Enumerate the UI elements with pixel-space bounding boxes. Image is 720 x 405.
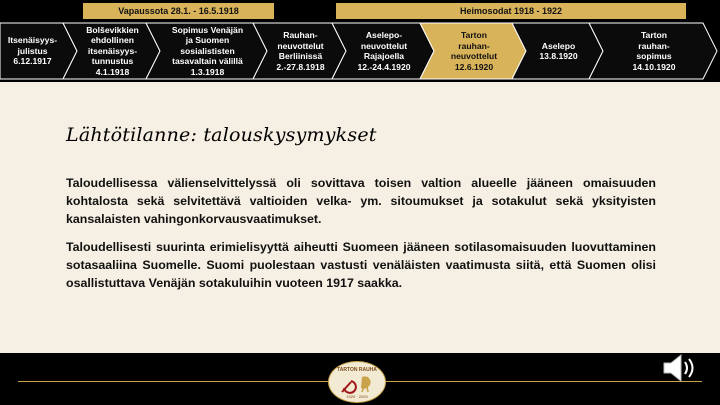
timeline-step-line: Rajajoella bbox=[363, 51, 405, 61]
paragraph-1: Taloudellisessa välienselvittelyssä oli sovittava toisen valtion alueelle jääneen omaisuuden kohtalosta sekä selvitettävä valtioiden velka- ym. sitoumukset ja sotakulut sekä yksityisten kansalaisten vahingonkorvausvaatimukset. bbox=[66, 176, 656, 226]
timeline-step-line: neuvottelut bbox=[450, 51, 498, 61]
timeline-step-3 bbox=[162, 22, 253, 80]
timeline-step-line: neuvottelut bbox=[360, 40, 408, 51]
timeline-step-line: Itsenäisyys- bbox=[7, 35, 58, 46]
kinship-wars-band: Heimosodat 1918 - 1922 bbox=[336, 3, 686, 19]
timeline-step-line: 4.1.1918 bbox=[95, 66, 130, 77]
timeline-step-line: neuvottelut bbox=[277, 40, 324, 51]
timeline-step-8 bbox=[605, 22, 703, 80]
timeline-step-line: 12.6.1920 bbox=[454, 61, 494, 72]
timeline-step-line: Tarton bbox=[460, 30, 488, 40]
timeline-step-line: itsenäisyys- bbox=[87, 45, 138, 56]
timeline-step-line: rauhan- bbox=[638, 40, 670, 51]
timeline-step-7 bbox=[528, 22, 589, 80]
timeline-step-line: sosialististen bbox=[180, 45, 235, 56]
timeline-step-line: Bolševikkien bbox=[86, 24, 139, 35]
timeline bbox=[0, 22, 720, 80]
war-of-independence-band: Vapaussota 28.1. - 16.5.1918 bbox=[83, 3, 274, 19]
timeline-step-line: julistus bbox=[17, 45, 48, 56]
timeline-step-4 bbox=[269, 22, 332, 80]
audio-speaker-button[interactable] bbox=[660, 352, 700, 384]
paragraph-2: Taloudellisesti suurinta erimielisyyttä aiheutti Suomeen jääneen sotilasomaisuuden luovuttaminen sotasaaliina Suomelle. Suomi puolestaan vastusti venäläisten vaatimusta siitä, että Suomen olisi osallistuttava Venäjän sotakuluihin vuoteen 1917 saakka. bbox=[66, 240, 656, 290]
timeline-step-line: ehdollinen bbox=[91, 35, 134, 46]
logo-title: TARTON RAUHA bbox=[337, 367, 377, 373]
timeline-step-line: Aselepo- bbox=[365, 30, 403, 40]
timeline-step-line: 12.-24.4.1920 bbox=[357, 61, 411, 72]
timeline-step-line: 1.3.1918 bbox=[190, 66, 225, 77]
timeline-step-line: 14.10.1920 bbox=[632, 61, 676, 72]
timeline-step-line: Tarton bbox=[640, 30, 668, 40]
timeline-step-line: Berliinissä bbox=[278, 51, 323, 61]
timeline-step-5 bbox=[348, 22, 420, 80]
timeline-step-line: ja Suomen bbox=[185, 35, 230, 46]
timeline-step-1 bbox=[2, 22, 63, 80]
timeline-step-line: tasavaltain välillä bbox=[172, 56, 243, 67]
timeline-bar bbox=[0, 0, 720, 82]
timeline-step-line: Aselepo bbox=[541, 40, 576, 51]
timeline-step-line: 6.12.1917 bbox=[13, 56, 52, 67]
timeline-step-line: Rauhan- bbox=[283, 30, 318, 40]
timeline-step-line: sopimus bbox=[636, 51, 672, 61]
logo-years: 1920 · 2020 bbox=[346, 394, 368, 399]
timeline-step-line: Sopimus Venäjän bbox=[171, 24, 244, 35]
timeline-step-line: 13.8.1920 bbox=[539, 51, 578, 61]
timeline-step-line: tunnustus bbox=[91, 56, 134, 67]
slide-title: Lähtötilanne: talouskysymykset bbox=[66, 124, 377, 146]
timeline-step-line: 2.-27.8.1918 bbox=[276, 61, 325, 72]
tarton-rauha-logo bbox=[328, 361, 386, 403]
timeline-step-line: rauhan- bbox=[458, 40, 490, 51]
speaker-icon bbox=[660, 352, 700, 384]
timeline-step-6 bbox=[436, 22, 512, 80]
timeline-step-2 bbox=[79, 22, 146, 80]
